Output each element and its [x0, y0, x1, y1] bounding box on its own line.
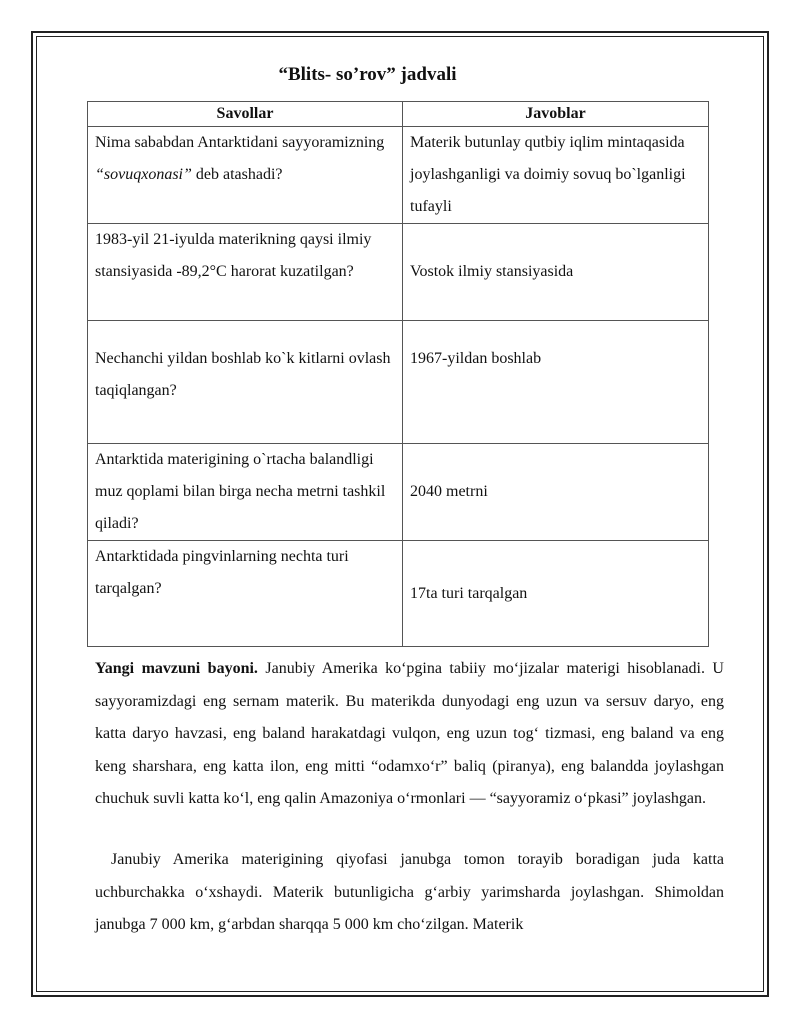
question-text: Nima sababdan Antarktidani sayyoramizning [95, 134, 385, 151]
table-title: “Blits- so’rov” jadvali [278, 64, 457, 85]
question-text-end: deb atashadi? [191, 166, 283, 183]
header-questions: Savollar [88, 102, 403, 127]
paragraph-body: Janubiy Amerika ko‘pgina tabiiy mo‘jizalar materigi hisoblanadi. U sayyoramizdagi eng sernam materik. Bu materikda dunyodagi eng uzun va sersuv daryo, eng katta daryo havzasi, eng baland harakatdagi vulqon, eng uzun tog‘ tizmasi, eng baland va eng keng sharshara, eng katta ilon, eng mitti “odamxo‘r” baliq (piranya), eng balandda joylashgan chuchuk suvli katta ko‘l, eng qalin Amazoniya o‘rmonlari — “sayyoramiz o‘pkasi” joylashgan. [95, 660, 724, 807]
answer-cell: 2040 metrni [403, 444, 709, 541]
table-row [88, 224, 709, 321]
question-cell: Antarktidada pingvinlarning nechta turi tarqalgan? [88, 541, 403, 647]
question-cell: Antarktida materigining o`rtacha balandligi muz qoplami bilan birga necha metrni tashkil qiladi? [88, 444, 403, 541]
question-cell [88, 127, 403, 224]
question-cell: 1983-yil 21-iyulda materikning qaysi ilmiy stansiyasida -89,2°C harorat kuzatilgan? [88, 224, 403, 321]
answer-cell: 1967-yildan boshlab [403, 321, 709, 444]
table-row [88, 127, 709, 224]
answer-cell: 17ta turi tarqalgan [403, 541, 709, 647]
table-header-row [88, 102, 709, 127]
question-cell: Nechanchi yildan boshlab ko`k kitlarni ovlash taqiqlangan? [88, 321, 403, 444]
answer-cell: Vostok ilmiy stansiyasida [403, 224, 709, 321]
answer-cell: Materik butunlay qutbiy iqlim mintaqasida joylashganligi va doimiy sovuq bo`lganligi tufayli [403, 127, 709, 224]
table-row [88, 541, 709, 647]
question-italic-term: “sovuqxonasi” [95, 166, 192, 183]
blits-table [87, 101, 709, 647]
paragraph-continuation: Janubiy Amerika materigining qiyofasi janubga tomon torayib boradigan juda katta uchburchakka o‘xshaydi. Materik butunligicha g‘arbiy yarimsharda joylashgan. Shimoldan janubga 7 000 km, g‘arbdan sharqqa 5 000 km cho‘zilgan. Materik [95, 851, 724, 933]
table-row [88, 321, 709, 444]
paragraph-new-topic [95, 653, 724, 816]
header-answers: Javoblar [403, 102, 709, 127]
table-row [88, 444, 709, 541]
paragraph-lead: Yangi mavzuni bayoni. [95, 660, 258, 677]
